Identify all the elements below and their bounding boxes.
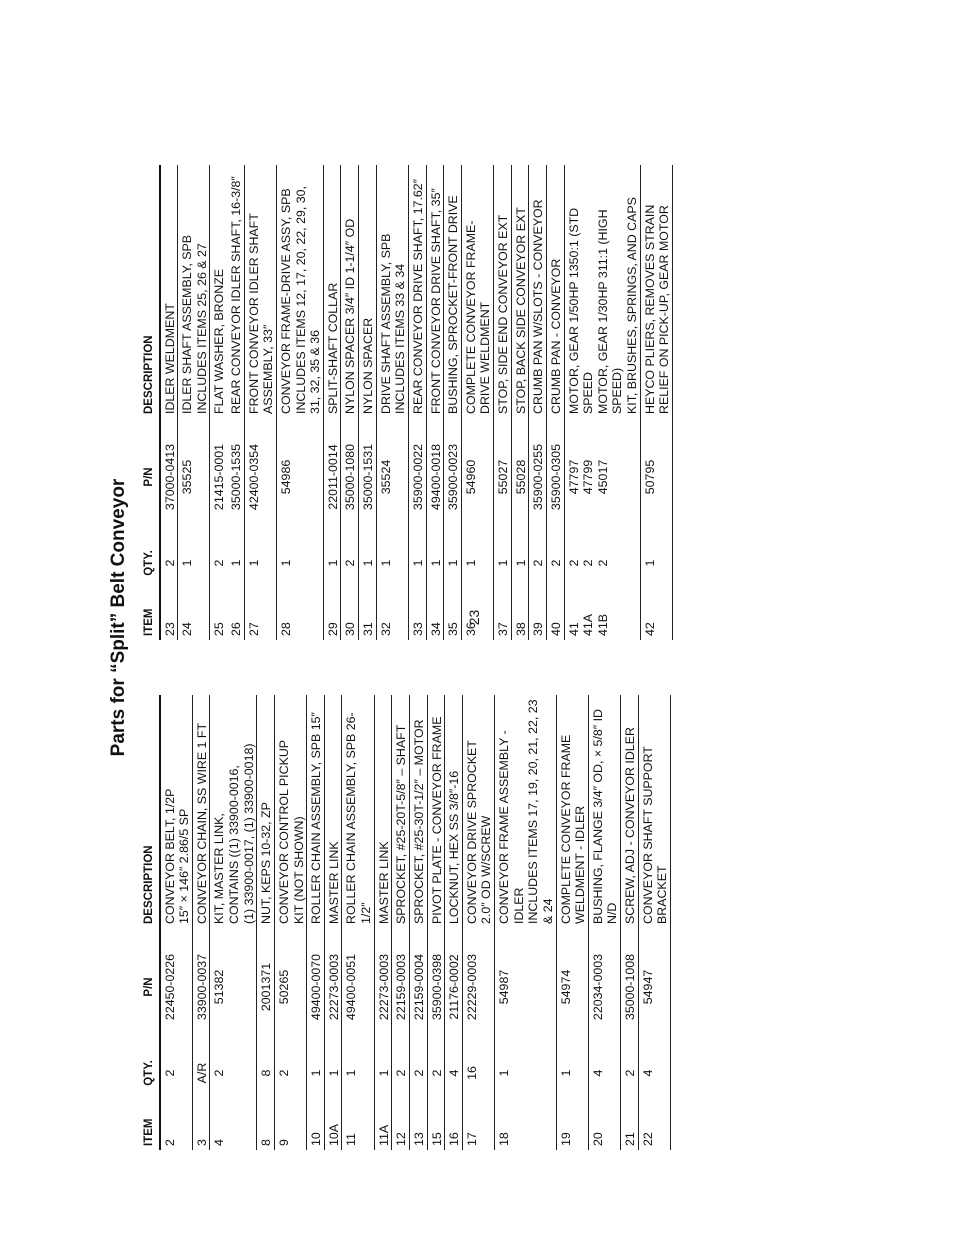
qty-cell: 4 (638, 1048, 670, 1098)
pn-cell: 35900-0022 (408, 416, 426, 538)
parts-table-right-body (160, 165, 673, 640)
item-cell: 39 (529, 588, 547, 640)
qty-cell: 1 (556, 1048, 588, 1098)
item-cell: 23 (160, 588, 178, 640)
parts-table-left (143, 695, 671, 1150)
description-cell: MOTOR, GEAR 1/50HP 1350:1 (STD SPEED MOTOR, GEAR 1/30HP 311:1 (HIGH SPEED) KIT, BRUSHES, SPRINGS, AND CAPS (564, 165, 640, 416)
description-cell: MASTER LINK (324, 695, 342, 926)
table-row (374, 695, 392, 1150)
item-cell: 28 (276, 588, 323, 640)
qty-cell: 2 (427, 1048, 445, 1098)
description-cell: CONVEYOR BELT, 1/2P 15″ × 146″ 2.86/5 SP (160, 695, 193, 926)
qty-cell: 2 (529, 538, 547, 588)
table-header-row (143, 695, 160, 1150)
item-cell: 34 (426, 588, 444, 640)
header-description: DESCRIPTION (143, 165, 160, 416)
table-row (621, 695, 639, 1150)
table-row (427, 695, 445, 1150)
table-row (160, 695, 193, 1150)
qty-cell: 2 (621, 1048, 639, 1098)
item-cell: 42 (640, 588, 672, 640)
pn-cell: 35900-0305 (546, 416, 564, 538)
parts-table-left-body (160, 695, 671, 1150)
item-cell: 17 (462, 1098, 494, 1150)
pn-cell: 33900-0037 (192, 926, 210, 1048)
pn-cell: 54960 (461, 416, 493, 538)
item-cell: 26 (227, 588, 244, 640)
qty-cell: 1 (244, 538, 276, 588)
item-cell: 19 (556, 1098, 588, 1150)
pn-cell: 35525 (178, 416, 210, 538)
item-cell: 37 (494, 588, 512, 640)
qty-cell: 1 (227, 538, 244, 588)
description-cell: SCREW, ADJ - CONVEYOR IDLER (621, 695, 639, 926)
description-cell: IDLER WELDMENT (160, 165, 178, 416)
item-cell: 11 (342, 1098, 374, 1150)
item-cell: 3 (192, 1098, 210, 1150)
item-cell: 32 (376, 588, 408, 640)
table-row (276, 165, 323, 640)
qty-cell: 1 (374, 1048, 392, 1098)
qty-cell: 2 (210, 1048, 257, 1098)
pn-cell: 35900-0255 (529, 416, 547, 538)
description-cell: FRONT CONVEYOR DRIVE SHAFT, 35″ (426, 165, 444, 416)
qty-cell: 8 (257, 1048, 275, 1098)
header-pn: P/N (143, 416, 160, 538)
item-cell: 35 (444, 588, 462, 640)
description-cell: PIVOT PLATE - CONVEYOR FRAME (427, 695, 445, 926)
table-row (588, 695, 620, 1150)
description-cell: REAR CONVEYOR DRIVE SHAFT, 17.62″ (408, 165, 426, 416)
item-cell: 33 (408, 588, 426, 640)
description-cell: CONVEYOR FRAME-DRIVE ASSY, SPB INCLUDES ITEMS 12, 17, 20, 22, 29, 30, 31, 32, 35 & 36 (276, 165, 323, 416)
item-cell: 13 (409, 1098, 427, 1150)
description-cell: NUT, KEPS 10-32, ZP (257, 695, 275, 926)
pn-cell: 50265 (274, 926, 306, 1048)
qty-cell: 1 (408, 538, 426, 588)
pn-cell: 55027 (494, 416, 512, 538)
header-description: DESCRIPTION (143, 695, 160, 926)
description-cell: CONVEYOR DRIVE SPROCKET 2.0″ OD W/SCREW (462, 695, 494, 926)
pn-cell: 21415-0001 (212, 443, 227, 511)
qty-cell: 2 (274, 1048, 306, 1098)
qty-cell: 2 (212, 559, 227, 567)
description-cell: CRUMB PAN W/SLOTS - CONVEYOR (529, 165, 547, 416)
item-cell: 27 (244, 588, 276, 640)
description-cell: FLAT WASHER, BRONZE (212, 268, 227, 414)
description-cell: CRUMB PAN - CONVEYOR (546, 165, 564, 416)
pn-cell: 49400-0051 (342, 926, 374, 1048)
pn-cell: 54974 (556, 926, 588, 1048)
table-row (341, 165, 359, 640)
item-cell: 41 41A 41B (564, 588, 640, 640)
item-cell: 30 (341, 588, 359, 640)
pn-cell: 22034-0003 (588, 926, 620, 1048)
table-row (210, 695, 257, 1150)
pn-cell: 22011-0014 (323, 416, 341, 538)
item-cell: 10A (324, 1098, 342, 1150)
qty-cell: 2 (546, 538, 564, 588)
header-item: ITEM (143, 588, 160, 640)
qty-cell: 1 (276, 538, 323, 588)
description-cell: CONVEYOR CONTROL PICKUP KIT (NOT SHOWN) (274, 695, 306, 926)
pn-cell: 35000-1531 (359, 416, 377, 538)
qty-cell: 2 (409, 1048, 427, 1098)
table-row (376, 165, 408, 640)
table-row (408, 165, 426, 640)
table-row (359, 165, 377, 640)
qty-cell: 1 (495, 1048, 557, 1098)
table-row (324, 695, 342, 1150)
qty-cell: 1 (342, 1048, 374, 1098)
pn-cell: 54947 (638, 926, 670, 1048)
table-row (342, 695, 374, 1150)
description-cell: KIT, MASTER LINK, CONTAINS ((1) 33900-0016, (1) 33900-0017, (1) 33900-0018) (210, 695, 257, 926)
item-cell: 2 (160, 1098, 193, 1150)
qty-cell: 1 (461, 538, 493, 588)
table-row (178, 165, 210, 640)
description-cell: ROLLER CHAIN ASSEMBLY, SPB 15″ (307, 695, 325, 926)
table-row (274, 695, 306, 1150)
table-row (444, 165, 462, 640)
page-title: Parts for “Split” Belt Conveyor (108, 478, 129, 757)
pn-cell: 35900-0023 (444, 416, 462, 538)
table-row (556, 695, 588, 1150)
qty-cell: 1 (640, 538, 672, 588)
item-cell: 36 (461, 588, 493, 640)
pn-cell: 22159-0004 (409, 926, 427, 1048)
description-cell: COMPLETE CONVEYOR FRAME- DRIVE WELDMENT (461, 165, 493, 416)
description-cell: ROLLER CHAIN ASSEMBLY, SPB 26-1/2″ (342, 695, 374, 926)
table-row (638, 695, 670, 1150)
table-header-row (143, 165, 160, 640)
table-row (227, 165, 244, 640)
table-row (426, 165, 444, 640)
qty-cell: 1 (494, 538, 512, 588)
pn-cell: 50795 (640, 416, 672, 538)
pn-cell: 35000-1535 (227, 416, 244, 538)
table-row (210, 165, 227, 640)
qty-cell: 2 (392, 1048, 410, 1098)
description-cell: CONVEYOR SHAFT SUPPORT BRACKET (638, 695, 670, 926)
table-row (160, 165, 178, 640)
description-cell: FRONT CONVEYOR IDLER SHAFT ASSEMBLY, 33″ (244, 165, 276, 416)
item-cell: 8 (257, 1098, 275, 1150)
qty-cell: 1 (444, 538, 462, 588)
table-row (392, 695, 410, 1150)
pn-cell: 22229-0003 (462, 926, 494, 1048)
item-cell: 21 (621, 1098, 639, 1150)
item-cell: 10 (307, 1098, 325, 1150)
table-row (564, 165, 640, 640)
qty-cell: 16 (462, 1048, 494, 1098)
description-cell: SPROCKET, #25-30T-1/2″ – MOTOR (409, 695, 427, 926)
table-row (495, 695, 557, 1150)
description-cell: MASTER LINK (374, 695, 392, 926)
item-cell: 15 (427, 1098, 445, 1150)
pn-cell: 22159-0003 (392, 926, 410, 1048)
description-cell: NYLON SPACER (359, 165, 377, 416)
item-cell: 18 (495, 1098, 557, 1150)
table-row (409, 695, 427, 1150)
item-cell: 11A (374, 1098, 392, 1150)
pn-cell: 22450-0226 (160, 926, 193, 1048)
table-row (494, 165, 512, 640)
pn-cell: 22273-0003 (374, 926, 392, 1048)
item-cell: 16 (445, 1098, 463, 1150)
qty-cell: 4 (445, 1048, 463, 1098)
table-row (529, 165, 547, 640)
pn-cell: 22273-0003 (324, 926, 342, 1048)
header-item: ITEM (143, 1098, 160, 1150)
table-row (307, 695, 325, 1150)
qty-cell: A/R (192, 1048, 210, 1098)
header-pn: P/N (143, 926, 160, 1048)
item-cell: 29 (323, 588, 341, 640)
description-cell: BUSHING, SPROCKET-FRONT DRIVE (444, 165, 462, 416)
table-row (192, 695, 210, 1150)
header-qty: QTY. (143, 538, 160, 588)
item-cell: 24 (178, 588, 210, 640)
pn-cell: 54987 (495, 926, 557, 1048)
item-cell: 31 (359, 588, 377, 640)
description-cell: SPLIT-SHAFT COLLAR (323, 165, 341, 416)
parts-table-right (143, 165, 673, 640)
header-qty: QTY. (143, 1048, 160, 1098)
item-cell: 22 (638, 1098, 670, 1150)
item-cell: 40 (546, 588, 564, 640)
pn-cell: 54986 (276, 416, 323, 538)
table-row (640, 165, 672, 640)
description-cell: LOCKNUT, HEX SS 3/8″-16 (445, 695, 463, 926)
pn-cell: 51382 (210, 926, 257, 1048)
description-cell: NYLON SPACER 3/4″ ID 1-1/4″ OD (341, 165, 359, 416)
qty-cell: 1 (178, 538, 210, 588)
item-cell: 4 (210, 1098, 257, 1150)
pn-cell: 37000-0413 (160, 416, 178, 538)
description-cell: CONVEYOR CHAIN, SS WIRE 1 FT (192, 695, 210, 926)
description-cell: REAR CONVEYOR IDLER SHAFT, 16-3/8″ (227, 165, 244, 416)
description-cell: SPROCKET, #25-20T-5/8″ – SHAFT (392, 695, 410, 926)
pn-cell: 35900-0398 (427, 926, 445, 1048)
item-cell: 38 (511, 588, 529, 640)
description-cell: STOP, SIDE END CONVEYOR EXT (494, 165, 512, 416)
qty-cell: 4 (588, 1048, 620, 1098)
page-number: 23 (466, 609, 482, 626)
table-row (511, 165, 529, 640)
qty-cell: 2 (160, 538, 178, 588)
table-row (323, 165, 341, 640)
qty-cell: 1 (307, 1048, 325, 1098)
qty-cell: 1 (323, 538, 341, 588)
qty-cell: 2 (341, 538, 359, 588)
pn-cell: 35000-1080 (341, 416, 359, 538)
table-row (445, 695, 463, 1150)
qty-cell: 1 (511, 538, 529, 588)
qty-cell: 1 (376, 538, 408, 588)
description-cell: STOP, BACK SIDE CONVEYOR EXT (511, 165, 529, 416)
qty-cell: 2 2 2 (564, 538, 640, 588)
item-cell: 20 (588, 1098, 620, 1150)
pn-cell: 49400-0018 (426, 416, 444, 538)
item-cell: 12 (392, 1098, 410, 1150)
description-cell: DRIVE SHAFT ASSEMBLY, SPB INCLUDES ITEMS 33 & 34 (376, 165, 408, 416)
pn-cell: 55028 (511, 416, 529, 538)
pn-cell: 35524 (376, 416, 408, 538)
pn-cell: 35000-1008 (621, 926, 639, 1048)
table-row (244, 165, 276, 640)
table-row (546, 165, 564, 640)
pn-cell: 49400-0070 (307, 926, 325, 1048)
description-cell: HEYCO PLIERS, REMOVES STRAIN RELIEF ON PICK-UP, GEAR MOTOR (640, 165, 672, 416)
description-cell: CONVEYOR FRAME ASSEMBLY - IDLER INCLUDES ITEMS 17, 19, 20, 21, 22, 23 & 24 (495, 695, 557, 926)
table-row (257, 695, 275, 1150)
qty-cell: 1 (359, 538, 377, 588)
item-cell: 9 (274, 1098, 306, 1150)
pn-cell: 21176-0002 (445, 926, 463, 1048)
description-cell: BUSHING, FLANGE 3/4″ OD, × 5/8″ ID N/D (588, 695, 620, 926)
qty-cell: 2 (160, 1048, 193, 1098)
pn-cell: 47797 47799 45017 (564, 416, 640, 538)
item-cell: 25 (212, 622, 227, 636)
description-cell: IDLER SHAFT ASSEMBLY, SPB INCLUDES ITEMS 25, 26 & 27 (178, 165, 210, 416)
description-cell: COMPLETE CONVEYOR FRAME WELDMENT - IDLER (556, 695, 588, 926)
pn-cell: 42400-0354 (244, 416, 276, 538)
pn-cell: 2001371 (257, 926, 275, 1048)
qty-cell: 1 (324, 1048, 342, 1098)
qty-cell: 1 (426, 538, 444, 588)
